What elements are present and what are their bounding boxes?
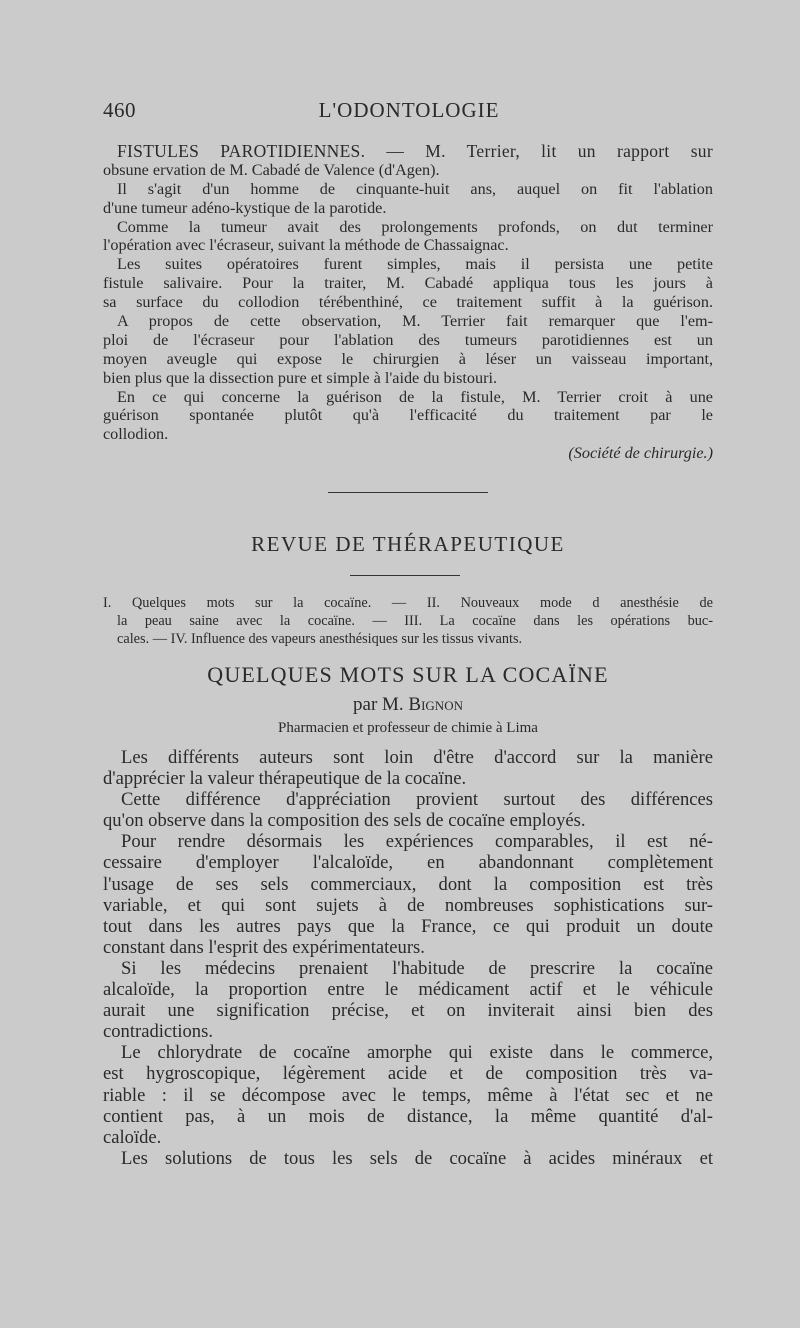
divider-rule-short (350, 575, 460, 576)
article-title: QUELQUES MOTS SUR LA COCAÏNE (207, 662, 609, 687)
text-line: obsune ervation de M. Cabadé de Valence (d'Agen). (103, 160, 440, 179)
text-line: contradictions. (103, 1021, 213, 1043)
text-line: Les suites opératoires furent simples, mais il persista une petite (117, 255, 713, 274)
text-line: alcaloïde, la proportion entre le médicament actif et le véhicule (103, 979, 713, 1001)
page-number: 460 (103, 98, 136, 122)
fistules-section (103, 142, 713, 444)
text-line: riable : il se décompose avec le temps, même à l'état sec et ne (103, 1084, 713, 1106)
divider-rule (328, 492, 488, 493)
text-line: bien plus que la dissection pure et simple à l'aide du bistouri. (103, 368, 498, 387)
byline (103, 694, 713, 716)
running-title: L'ODONTOLOGIE (318, 98, 500, 122)
text-line: sa surface du collodion térébenthiné, ce traitement suffit à la guérison. (103, 293, 713, 312)
text-line: cales. — IV. Influence des vapeurs anesthésiques sur les tissus vivants. (117, 631, 523, 647)
text-line: variable, et qui sont sujets à de nombreuses sophistications sur- (103, 894, 713, 916)
text-line: Si les médecins prenaient l'habitude de prescrire la cocaïne (121, 957, 713, 979)
text-line: cessaire d'employer l'alcaloïde, en abandonnant complètement (103, 852, 713, 874)
text-line: Les solutions de tous les sels de cocaïne à acides minéraux et (121, 1147, 713, 1169)
text-line: tout dans les autres pays que la France, ce qui produit un doute (103, 915, 713, 937)
text-line: ploi de l'écraseur pour l'ablation des tumeurs parotidiennes est un (103, 330, 713, 349)
text-line: FISTULES PAROTIDIENNES. — M. Terrier, lit un rapport sur (117, 141, 713, 161)
text-line: l'usage de ses sels commerciaux, dont la composition est très (103, 873, 713, 895)
text-line: I. Quelques mots sur la cocaïne. — II. Nouveaux mode d anesthésie de (103, 595, 713, 611)
article-body (103, 747, 713, 1169)
text-line: Pour rendre désormais les expériences comparables, il est né- (121, 831, 713, 853)
text-line: guérison spontanée plutôt qu'à l'efficacité du traitement par le (103, 406, 713, 425)
text-line: Cette différence d'appréciation provient surtout des différences (121, 789, 713, 811)
text-line: d'une tumeur adéno-kystique de la parotide. (103, 198, 387, 217)
text-line: Comme la tumeur avait des prolongements profonds, on dut terminer (117, 217, 713, 236)
text-line: est hygroscopique, légèrement acide et de composition très va- (103, 1063, 713, 1085)
text-line: caloïde. (103, 1126, 162, 1148)
author-name: Bignon (408, 694, 463, 715)
text-line: collodion. (103, 425, 169, 444)
text-line: l'opération avec l'écraseur, suivant la méthode de Chassaignac. (103, 236, 509, 255)
page-header (103, 98, 715, 126)
text-line: Il s'agit d'un homme de cinquante-huit ans, auquel on fit l'ablation (117, 179, 713, 198)
source-citation-block (103, 444, 713, 463)
text-line: fistule salivaire. Pour la traiter, M. Cabadé appliqua tous les jours à (103, 274, 713, 293)
byline-prefix: par M. (353, 694, 404, 715)
section-title: REVUE DE THÉRAPEUTIQUE (251, 532, 565, 556)
text-line: Le chlorydrate de cocaïne amorphe qui existe dans le commerce, (121, 1042, 713, 1064)
text-line: aurait une signification précise, et on inviterait ainsi bien des (103, 1000, 713, 1022)
text-line: qu'on observe dans la composition des sels de cocaïne employés. (103, 810, 586, 832)
text-line: contient pas, à un mois de distance, la même quantité d'al- (103, 1105, 713, 1127)
author-affiliation: Pharmacien et professeur de chimie à Lima (278, 720, 538, 736)
source-citation: (Société de chirurgie.) (568, 444, 713, 462)
text-line: moyen aveugle qui expose le chirurgien à léser un vaisseau important, (103, 349, 713, 368)
text-line: d'apprécier la valeur thérapeutique de la cocaïne. (103, 768, 467, 790)
text-line: constant dans l'esprit des expérimentateurs. (103, 936, 425, 958)
text-line: la peau saine avec la cocaïne. — III. La cocaïne dans les opérations buc- (117, 613, 713, 629)
text-line: En ce qui concerne la guérison de la fistule, M. Terrier croit à une (117, 387, 713, 406)
text-line: A propos de cette observation, M. Terrier fait remarquer que l'em- (117, 312, 713, 331)
text-line: Les différents auteurs sont loin d'être d'accord sur la manière (121, 747, 713, 768)
table-of-contents (103, 594, 713, 648)
